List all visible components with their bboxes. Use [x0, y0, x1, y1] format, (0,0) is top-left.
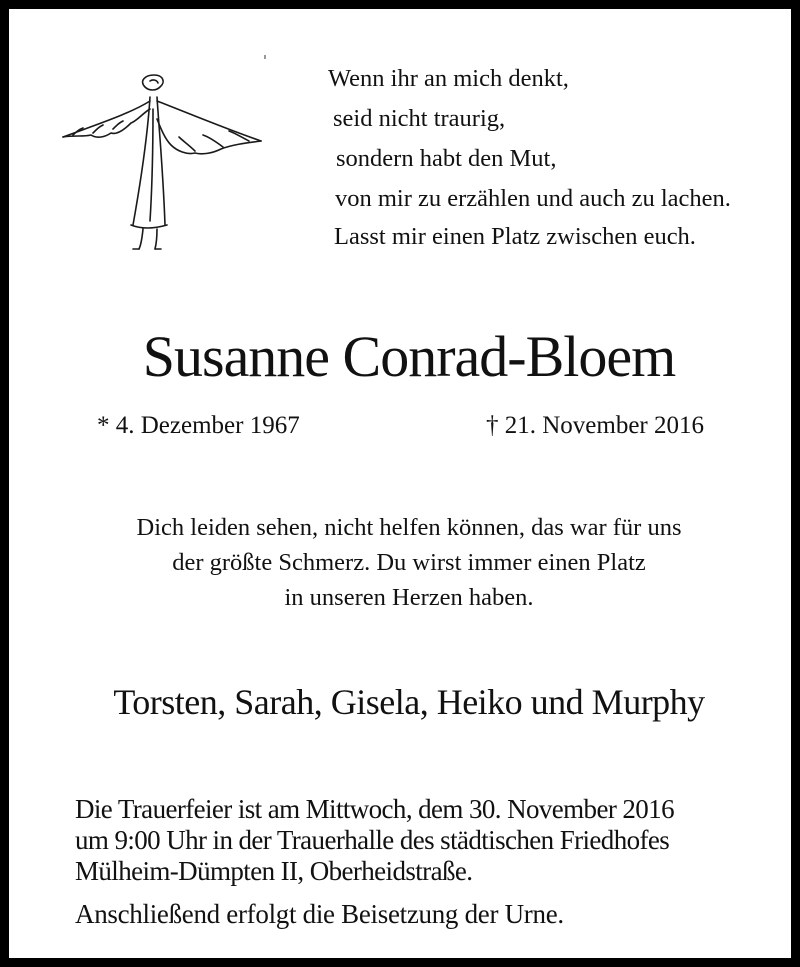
quote-line: in unseren Herzen haben.: [284, 584, 534, 611]
poem-line: von mir zu erzählen und auch zu lachen.: [335, 185, 731, 212]
death-date: † 21. November 2016: [485, 412, 704, 439]
service-line: Die Trauerfeier ist am Mittwoch, dem 30. November 2016: [75, 794, 674, 824]
service-line: um 9:00 Uhr in der Trauerhalle des städtischen Friedhofes: [75, 825, 670, 855]
service-closing-line: Anschließend erfolgt die Beisetzung der Urne.: [75, 899, 564, 929]
poem-line: Lasst mir einen Platz zwischen euch.: [334, 223, 696, 250]
poem: [9, 65, 800, 255]
deceased-name: Susanne Conrad-Bloem: [142, 324, 676, 389]
poem-line: sondern habt den Mut,: [336, 145, 557, 172]
memorial-quote: [9, 510, 800, 615]
poem-line: Wenn ihr an mich denkt,: [328, 65, 569, 92]
birth-date: * 4. Dezember 1967: [97, 412, 300, 439]
family-names: Torsten, Sarah, Gisela, Heiko und Murphy: [113, 682, 705, 722]
funeral-service-info: [75, 794, 775, 930]
poem-line: seid nicht traurig,: [333, 105, 506, 132]
quote-line: Dich leiden sehen, nicht helfen können, das war für uns: [136, 514, 682, 541]
quote-line: der größte Schmerz. Du wirst immer einen Platz: [172, 549, 646, 576]
service-line: Mülheim-Dümpten II, Oberheidstraße.: [75, 856, 473, 886]
